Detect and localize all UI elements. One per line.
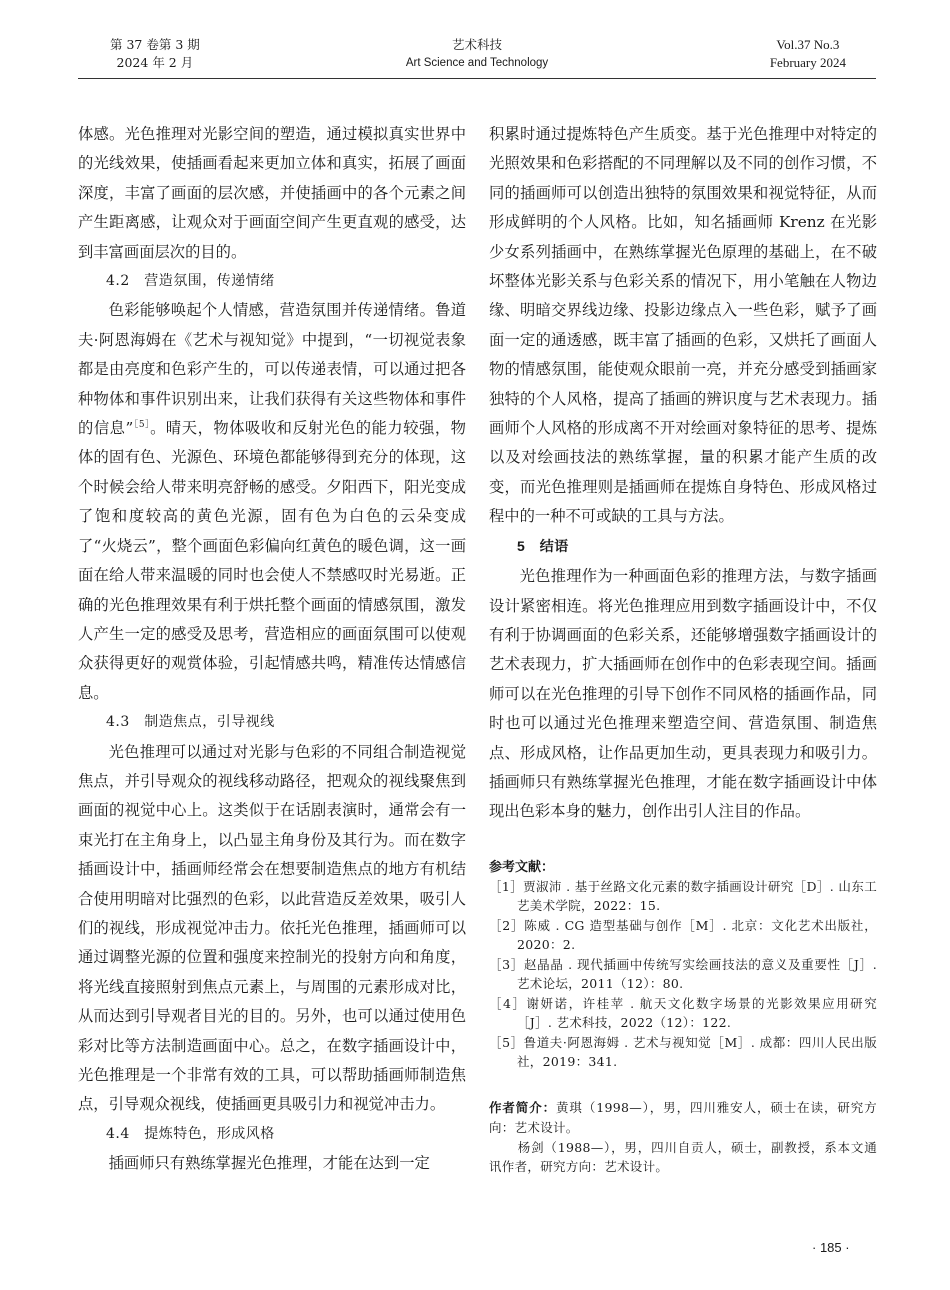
reference-item: ［5］鲁道夫·阿恩海姆 . 艺术与视知觉［M］. 成都：四川人民出版社，2019：341. xyxy=(489,1034,877,1070)
volume-issue-en: Vol.37 No.3 xyxy=(776,37,840,52)
section-heading-5: 5 结语 xyxy=(517,537,569,554)
paragraph: 光色推理可以通过对光影与色彩的不同组合制造视觉焦点，并引导观众的视线移动路径，把观众的视线聚焦到画面的视觉中心上。这类似于在话剧表演时，通常会有一束光打在主角身上，以凸显主角身份及其行为。而在数字插画设计中，插画师经常会在想要制造焦点的地方有机结合使用明暗对比强烈的色彩，以此营造反差效果，吸引人们的视线，形成视觉冲击力。依托光色推理，插画师可以通过调整光源的位置和强度来控制光的投射方向和角度，将光线直接照射到焦点元素上，与周围的元素形成对比，从而达到引导观者目光的目的。另外，也可以通过使用色彩对比等方法制造画面中心。总之，在数字插画设计中，光色推理是一个非常有效的工具，可以帮助插画师制造焦点，引导观众视线，使插画更具吸引力和视觉冲击力。 xyxy=(78,742,466,1114)
journal-title-en: Art Science and Technology xyxy=(405,57,549,69)
author-bio xyxy=(489,1098,877,1138)
paragraph-text: 色彩能够唤起个人情感，营造氛围并传递情绪。鲁道夫·阿恩海姆在《艺术与视知觉》中提到，“一切视觉表象都是由亮度和色彩产生的，可以传递表情，可以通过把各种物体和事件识别出来，让我们获得有关这些物体和事件的信息” xyxy=(78,301,466,438)
paragraph: 光色推理作为一种画面色彩的推理方法，与数字插画设计紧密相连。将光色推理应用到数字插画设计中，不仅有利于协调画面的色彩关系，还能够增强数字插画设计的艺术表现力，扩大插画师在创作中的色彩表现空间。插画师可以在光色推理的引导下创作不同风格的插画作品，同时也可以通过光色推理来塑造空间、营造氛围、制造焦点、形成风格，让作品更加生动，更具表现力和吸引力。插画师只有熟练掌握光色推理，才能在数字插画设计中体现出色彩本身的魅力，创作出引人注目的作品。 xyxy=(489,567,877,821)
author-bio: 杨剑（1988—），男，四川自贡人，硕士，副教授，系本文通讯作者，研究方向：艺术设计。 xyxy=(489,1139,877,1175)
citation-ref: ［5］ xyxy=(133,420,151,431)
right-column xyxy=(489,120,877,1177)
volume-issue: 第 37 卷第 3 期 xyxy=(110,37,200,52)
references-title: 参考文献： xyxy=(489,858,555,874)
paragraph xyxy=(78,296,466,708)
section-heading-4-4: 4.4 提炼特色，形成风格 xyxy=(106,1125,275,1142)
section-heading-4-2: 4.2 营造氛围，传递情绪 xyxy=(106,273,275,290)
reference-item: ［3］赵晶晶 . 现代插画中传统写实绘画技法的意义及重要性［J］. 艺术论坛，2011（12）：80. xyxy=(489,956,877,992)
reference-list xyxy=(489,877,877,1072)
paragraph: 体感。光色推理对光影空间的塑造，通过模拟真实世界中的光线效果，使插画看起来更加立体和真实，拓展了画面深度，丰富了画面的层次感，并使插画中的各个元素之间产生距离感，让观众对于画面空间产生更直观的感受，达到丰富画面层次的目的。 xyxy=(78,125,466,261)
journal-title-cn: 艺术科技 xyxy=(451,37,502,52)
running-header xyxy=(78,36,876,80)
left-column xyxy=(78,120,466,1179)
header-rule xyxy=(78,78,876,79)
author-bio-label: 作者简介： xyxy=(489,1100,557,1115)
paragraph: 积累时通过提炼特色产生质变。基于光色推理中对特定的光照效果和色彩搭配的不同理解以及不同的创作习惯，不同的插画师可以创造出独特的氛围效果和视觉特征，从而形成鲜明的个人风格。比如，知名插画师 Krenz 在光影少女系列插画中，在熟练掌握光色原理的基础上，在不破坏整体光影关系与色彩关系的情况下，用小笔触在人物边缘、明暗交界线边缘、投影边缘点入一些色彩，赋予了画面一定的通透感，既丰富了插画的色彩，又烘托了画面人物的情感氛围，能使观众眼前一亮，并充分感受到插画家独特的个人风格，提高了插画的辨识度与艺术表现力。插画师个人风格的形成离不开对绘画对象特征的思考、提炼以及对绘画技法的熟练掌握，量的积累才能产生质的改变，而光色推理则是插画师在提炼自身特色、形成风格过程中的一种不可或缺的工具与方法。 xyxy=(489,125,877,526)
section-heading-4-3: 4.3 制造焦点，引导视线 xyxy=(106,714,275,731)
issue-date-en: February 2024 xyxy=(769,55,846,70)
journal-title xyxy=(78,36,876,72)
author-bio-text: 黄琪（1998—），男，四川雅安人，硕士在读，研究方向：艺术设计。 xyxy=(489,1099,877,1136)
issue-date: 2024 年 2 月 xyxy=(116,55,194,70)
page-number: · 185 · xyxy=(812,1240,850,1255)
reference-item: ［2］陈威 . CG 造型基础与创作［M］. 北京：文化艺术出版社，2020：2. xyxy=(489,917,877,953)
reference-item: ［4］谢妍诺，许桂苹 . 航天文化数字场景的光影效果应用研究［J］. 艺术科技，2022（12）：122. xyxy=(489,995,877,1031)
paragraph-text: 。晴天，物体吸收和反射光色的能力较强，物体的固有色、光源色、环境色都能够得到充分的体现，这个时候会给人带来明亮舒畅的感受。夕阳西下，阳光变成了饱和度较高的黄色光源，固有色为白色的云朵变成了“火烧云”，整个画面色彩偏向红黄色的暖色调，这一画面在给人带来温暖的同时也会使人不禁感叹时光易逝。正确的光色推理效果有利于烘托整个画面的情感氛围，激发人产生一定的感受及思考，营造相应的画面氛围可以使观众获得更好的观赏体验，引起情感共鸣，精准传达情感信息。 xyxy=(78,419,466,702)
reference-item: ［1］贾淑沛 . 基于丝路文化元素的数字插画设计研究［D］. 山东工艺美术学院，2022：15. xyxy=(489,878,877,914)
paragraph: 插画师只有熟练掌握光色推理，才能在达到一定 xyxy=(108,1154,430,1173)
volume-info-en xyxy=(770,36,846,72)
